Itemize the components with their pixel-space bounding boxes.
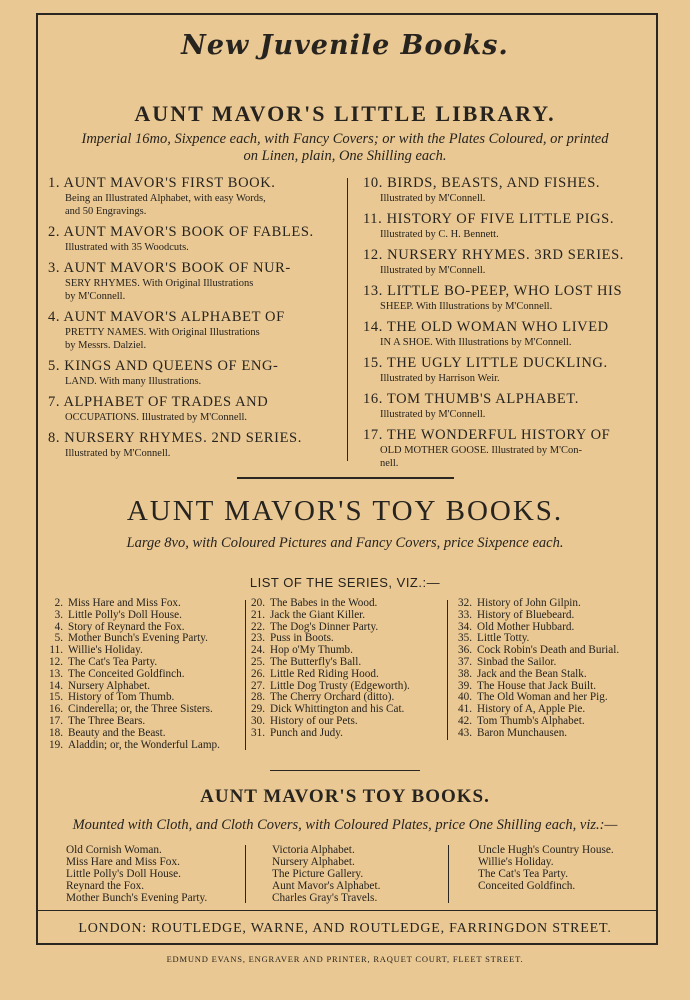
toy-list-column-2 [238, 598, 410, 740]
toy-item-number: 5. [54, 632, 63, 645]
library-entry-description: Illustrated by M'Connell. [380, 409, 486, 420]
library-entry [363, 247, 655, 277]
toy-item-title: Little Polly's Doll House. [68, 608, 182, 621]
library-entry-title: 2. AUNT MAVOR'S BOOK OF FABLES. [48, 224, 314, 240]
library-entry [363, 391, 655, 421]
library-entry [363, 355, 655, 385]
toy-item-title: Little Red Riding Hood. [270, 667, 379, 680]
toy-item-title: Hop o'My Thumb. [270, 644, 353, 657]
library-entry-title: 3. AUNT MAVOR'S BOOK OF NUR- [48, 260, 291, 276]
toy-item-title: The Cat's Tea Party. [68, 655, 158, 668]
cloth-list-item: Reynard the Fox. [66, 879, 145, 892]
library-entry-description: and 50 Engravings. [65, 206, 147, 217]
toy-section-divider [270, 770, 420, 771]
library-entry-description: IN A SHOE. With Illustrations by M'Connell. [380, 337, 572, 348]
toy-item-title: The Butterfly's Ball. [270, 655, 362, 668]
library-subtitle-line1: Imperial 16mo, Sixpence each, with Fancy Covers; or with the Plates Coloured, or printed [81, 131, 609, 147]
library-entry-description: SHEEP. With Illustrations by M'Connell. [380, 301, 553, 312]
cloth-list-item: The Picture Gallery. [272, 867, 364, 880]
toy-item-number: 24. [251, 644, 265, 657]
toy-item-number: 35. [458, 632, 472, 645]
toy-item-number: 18. [49, 726, 63, 739]
library-entry [48, 224, 338, 254]
toy-item-number: 23. [251, 632, 265, 645]
toy-item-title: Jack the Giant Killer. [270, 608, 366, 621]
library-subtitle-line2: on Linen, plain, One Shilling each. [243, 148, 447, 164]
cloth-column-divider-1 [245, 845, 246, 903]
toy-item-number: 25. [251, 655, 265, 668]
library-entry-description: OLD MOTHER GOOSE. Illustrated by M'Con- [380, 445, 582, 456]
library-entry-description: Illustrated by M'Connell. [380, 265, 486, 276]
toy-list-item [238, 728, 410, 740]
toy-item-number: 33. [458, 608, 472, 621]
cloth-list-item: Mother Bunch's Evening Party. [66, 891, 208, 904]
toy-item-title: The Cherry Orchard (ditto). [270, 691, 395, 704]
toy-item-title: History of John Gilpin. [477, 597, 581, 609]
cloth-list-item: Miss Hare and Miss Fox. [66, 855, 180, 868]
toy-item-number: 29. [251, 703, 265, 716]
library-column-divider [347, 178, 348, 461]
toy-item-title: Little Totty. [477, 632, 530, 645]
toy-item-title: The Conceited Goldfinch. [68, 667, 185, 680]
toy-item-number: 30. [251, 714, 265, 727]
toy-item-number: 3. [54, 608, 63, 621]
cloth-list-item: Uncle Hugh's Country House. [478, 844, 614, 856]
toy-item-number: 4. [54, 620, 63, 633]
toy-item-title: History of A, Apple Pie. [477, 703, 586, 716]
cloth-books-title: AUNT MAVOR'S TOY BOOKS. [200, 786, 490, 807]
toy-item-number: 42. [458, 714, 472, 727]
library-entry-title: 11. HISTORY OF FIVE LITTLE PIGS. [363, 211, 615, 227]
toy-item-number: 21. [251, 608, 265, 621]
toy-books-subtitle: Large 8vo, with Coloured Pictures and Fancy Covers, price Sixpence each. [126, 535, 564, 551]
toy-item-number: 17. [49, 714, 63, 727]
toy-item-number: 27. [251, 679, 265, 692]
toy-item-title: Puss in Boots. [270, 632, 334, 645]
toy-item-number: 39. [458, 679, 472, 692]
cloth-list-item: Victoria Alphabet. [272, 844, 355, 856]
toy-item-title: History of Bluebeard. [477, 608, 575, 621]
library-entry-title: 8. NURSERY RHYMES. 2ND SERIES. [48, 430, 302, 446]
library-left-column [48, 175, 338, 466]
toy-item-title: The Old Woman and her Pig. [477, 691, 608, 704]
cloth-list-item: Charles Gray's Travels. [272, 891, 378, 904]
toy-item-title: History of Tom Thumb. [68, 691, 175, 704]
toy-item-number: 43. [458, 726, 472, 739]
toy-item-number: 2. [54, 597, 63, 609]
library-subtitle [50, 131, 640, 165]
library-entry-title: 5. KINGS AND QUEENS OF ENG- [48, 358, 279, 374]
library-entry [48, 260, 338, 303]
toy-item-number: 34. [458, 620, 472, 633]
toy-item-number: 26. [251, 667, 265, 680]
library-entry-description: LAND. With many Illustrations. [65, 376, 202, 387]
footer-divider [36, 910, 658, 911]
toy-item-number: 37. [458, 655, 472, 668]
library-entry [48, 430, 338, 460]
toy-item-number: 14. [49, 679, 63, 692]
library-entry [363, 319, 655, 349]
toy-item-number: 28. [251, 691, 265, 704]
toy-list-item [445, 728, 619, 740]
toy-item-title: Aladdin; or, the Wonderful Lamp. [68, 738, 220, 751]
library-entry-description: SERY RHYMES. With Original Illustrations [65, 278, 254, 289]
library-entry-title: 14. THE OLD WOMAN WHO LIVED [363, 319, 609, 335]
toy-item-title: The Babes in the Wood. [270, 597, 378, 609]
publisher-line: LONDON: ROUTLEDGE, WARNE, AND ROUTLEDGE, FARRINGDON STREET. [78, 921, 612, 936]
toy-item-number: 13. [49, 667, 63, 680]
toy-item-number: 16. [49, 703, 63, 716]
toy-item-number: 40. [458, 691, 472, 704]
toy-item-number: 31. [251, 726, 265, 739]
toy-item-title: Cinderella; or, the Three Sisters. [68, 703, 213, 716]
library-entry [363, 211, 655, 241]
cloth-list-item: Willie's Holiday. [478, 855, 554, 868]
library-entry-title: 12. NURSERY RHYMES. 3RD SERIES. [363, 247, 624, 263]
library-entry [48, 175, 338, 218]
toy-item-title: Willie's Holiday. [68, 644, 143, 657]
toy-item-title: Story of Reynard the Fox. [68, 620, 185, 633]
library-entry-title: 7. ALPHABET OF TRADES AND [48, 394, 269, 410]
library-entry-description: Being an Illustrated Alphabet, with easy Words, [65, 193, 266, 204]
library-entry-title: 16. TOM THUMB'S ALPHABET. [363, 391, 579, 407]
library-entry-title: 17. THE WONDERFUL HISTORY OF [363, 427, 611, 443]
library-entry-description: OCCUPATIONS. Illustrated by M'Connell. [65, 412, 248, 423]
cloth-list-item: Old Cornish Woman. [66, 844, 162, 856]
toy-item-title: The House that Jack Built. [477, 679, 596, 692]
library-entry [48, 394, 338, 424]
library-entry-title: 4. AUNT MAVOR'S ALPHABET OF [48, 309, 285, 325]
series-list-title: LIST OF THE SERIES, VIZ.:— [249, 575, 441, 590]
toy-item-title: History of our Pets. [270, 714, 358, 727]
library-entry-description: by Messrs. Dalziel. [65, 340, 147, 351]
toy-item-number: 22. [251, 620, 265, 633]
toy-item-number: 38. [458, 667, 472, 680]
toy-item-number: 32. [458, 597, 472, 609]
library-entry [363, 175, 655, 205]
cloth-column-divider-2 [448, 845, 449, 903]
library-entry-title: 13. LITTLE BO-PEEP, WHO LOST HIS [363, 283, 623, 299]
cloth-list-item: Nursery Alphabet. [272, 855, 355, 868]
toy-item-title: Cock Robin's Death and Burial. [477, 644, 620, 657]
library-title: AUNT MAVOR'S LITTLE LIBRARY. [134, 101, 556, 126]
toy-item-title: Miss Hare and Miss Fox. [68, 597, 181, 609]
toy-item-title: Beauty and the Beast. [68, 726, 166, 739]
toy-item-number: 36. [458, 644, 472, 657]
library-entry [48, 309, 338, 352]
library-entry-description: PRETTY NAMES. With Original Illustrations [65, 327, 260, 338]
toy-item-title: Dick Whittington and his Cat. [270, 703, 405, 716]
library-entry-description: nell. [380, 458, 399, 469]
toy-item-title: Sinbad the Sailor. [477, 655, 557, 668]
toy-item-number: 19. [49, 738, 63, 751]
cloth-list-column-2 [272, 845, 380, 905]
cloth-list-item: Little Polly's Doll House. [66, 867, 182, 880]
toy-item-title: Old Mother Hubbard. [477, 620, 575, 633]
toy-item-title: Tom Thumb's Alphabet. [477, 714, 585, 727]
library-entry [48, 358, 338, 388]
library-entry-description: Illustrated by M'Connell. [380, 193, 486, 204]
library-right-column [363, 175, 655, 476]
library-entry-description: Illustrated by C. H. Bennett. [380, 229, 499, 240]
toy-item-title: Baron Munchausen. [477, 726, 568, 739]
toy-item-title: Little Dog Trusty (Edgeworth). [270, 679, 410, 692]
section-divider [237, 477, 454, 479]
page-header: New Juvenile Books. [181, 30, 509, 61]
toy-list-column-3 [445, 598, 619, 740]
cloth-list-column-1 [66, 845, 207, 905]
toy-item-number: 41. [458, 703, 472, 716]
cloth-list-item: Conceited Goldfinch. [478, 879, 576, 892]
toy-item-title: The Three Bears. [68, 714, 146, 727]
library-entry-description: by M'Connell. [65, 291, 126, 302]
toy-item-title: Punch and Judy. [270, 726, 343, 739]
toy-list-item [36, 740, 220, 752]
cloth-list-column-3 [478, 845, 614, 893]
toy-item-number: 20. [251, 597, 265, 609]
cloth-books-subtitle: Mounted with Cloth, and Cloth Covers, with Coloured Plates, price One Shilling each, viz.:— [72, 817, 618, 833]
toy-item-title: Nursery Alphabet. [68, 679, 151, 692]
toy-item-number: 12. [49, 655, 63, 668]
library-entry [363, 427, 655, 470]
toy-item-title: The Dog's Dinner Party. [270, 620, 379, 633]
library-entry-title: 10. BIRDS, BEASTS, AND FISHES. [363, 175, 601, 191]
toy-list-column-1 [36, 598, 220, 751]
toy-item-number: 15. [49, 691, 63, 704]
library-entry-title: 1. AUNT MAVOR'S FIRST BOOK. [48, 175, 276, 191]
library-entry-description: Illustrated by M'Connell. [65, 448, 171, 459]
toy-item-number: 11. [49, 644, 63, 657]
library-entry-title: 15. THE UGLY LITTLE DUCKLING. [363, 355, 608, 371]
library-entry [363, 283, 655, 313]
printer-line: EDMUND EVANS, ENGRAVER AND PRINTER, RAQUET COURT, FLEET STREET. [166, 954, 524, 964]
cloth-list-item: Aunt Mavor's Alphabet. [272, 879, 381, 892]
cloth-list-item: The Cat's Tea Party. [478, 867, 569, 880]
library-entry-description: Illustrated with 35 Woodcuts. [65, 242, 189, 253]
library-entry-description: Illustrated by Harrison Weir. [380, 373, 500, 384]
toy-books-title: AUNT MAVOR'S TOY BOOKS. [126, 495, 564, 527]
toy-item-title: Jack and the Bean Stalk. [477, 667, 587, 680]
toy-item-title: Mother Bunch's Evening Party. [68, 632, 208, 645]
